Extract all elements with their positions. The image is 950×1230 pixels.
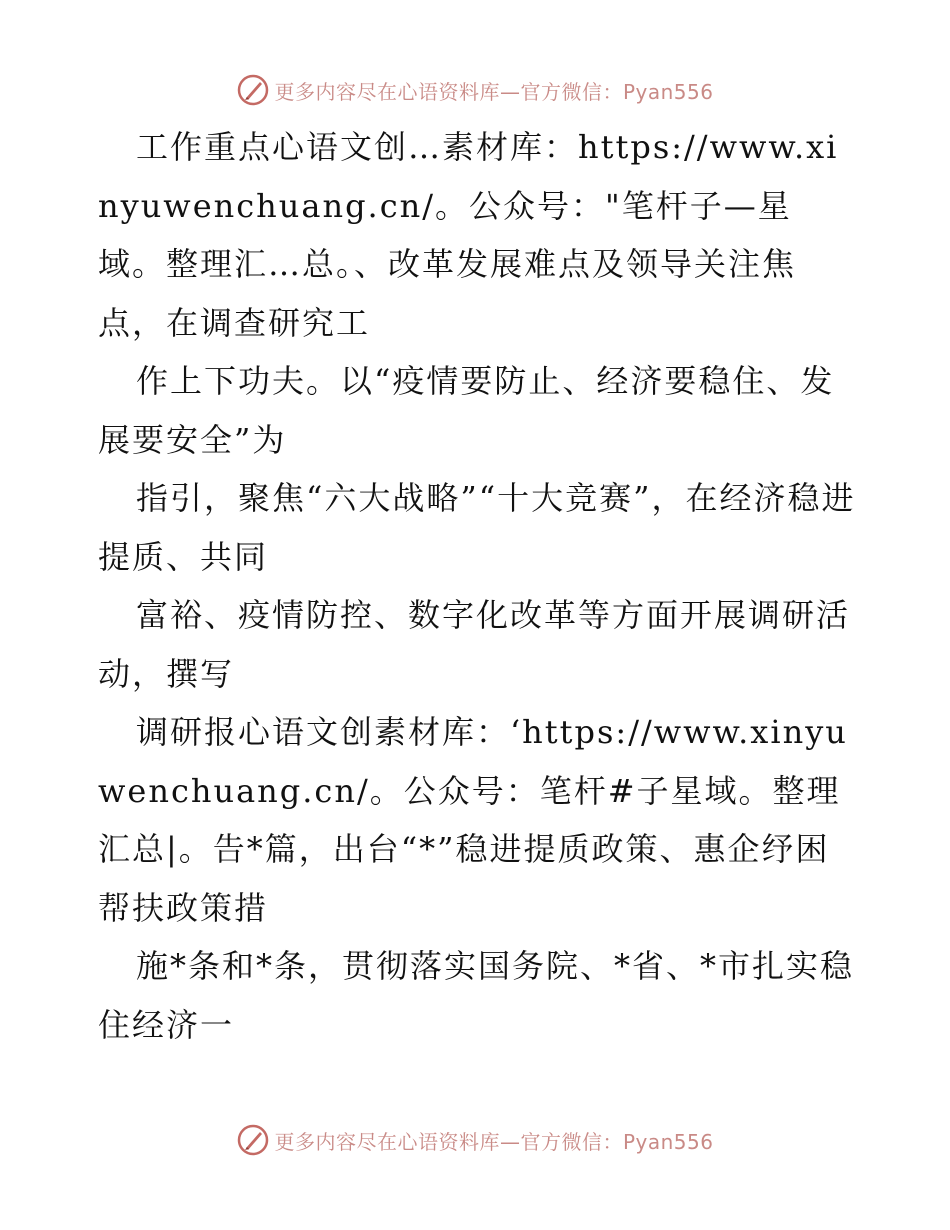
- paragraph-5: 调研报心语文创素材库：‘https://www.xinyuwenchuang.cn/。公众号：笔杆#子星域。整理汇总|。告*篇，出台“*”稳进提质政策、惠企纾困帮扶政策措: [98, 713, 848, 927]
- document-body: [98, 118, 858, 1054]
- paragraph-2: 作上下功夫。以“疫情要防止、经济要稳住、发展要安全”为: [98, 362, 835, 459]
- quill-pen-logo-icon: [236, 73, 270, 107]
- paragraph-6: 施*条和*条，贯彻落实国务院、*省、*市扎实稳住经济一: [98, 947, 855, 1044]
- header-watermark-banner: [0, 70, 950, 110]
- paragraph-3: 指引，聚焦“六大战略”“十大竞赛”，在经济稳进提质、共同: [98, 479, 856, 576]
- footer-banner-text: 更多内容尽在心语资料库—官方微信：Pyan556: [274, 1129, 714, 1154]
- header-banner-text: 更多内容尽在心语资料库—官方微信：Pyan556: [274, 79, 714, 104]
- paragraph-1: 工作重点心语文创…素材库：https://www.xinyuwenchuang.cn/。公众号："笔杆子—星域。整理汇…总。、改革发展难点及领导关注焦点，在调查研究工: [98, 128, 839, 342]
- paragraph-4: 富裕、疫情防控、数字化改革等方面开展调研活动，撰写: [98, 596, 851, 693]
- footer-watermark-banner: [0, 1120, 950, 1160]
- quill-pen-logo-icon: [236, 1123, 270, 1157]
